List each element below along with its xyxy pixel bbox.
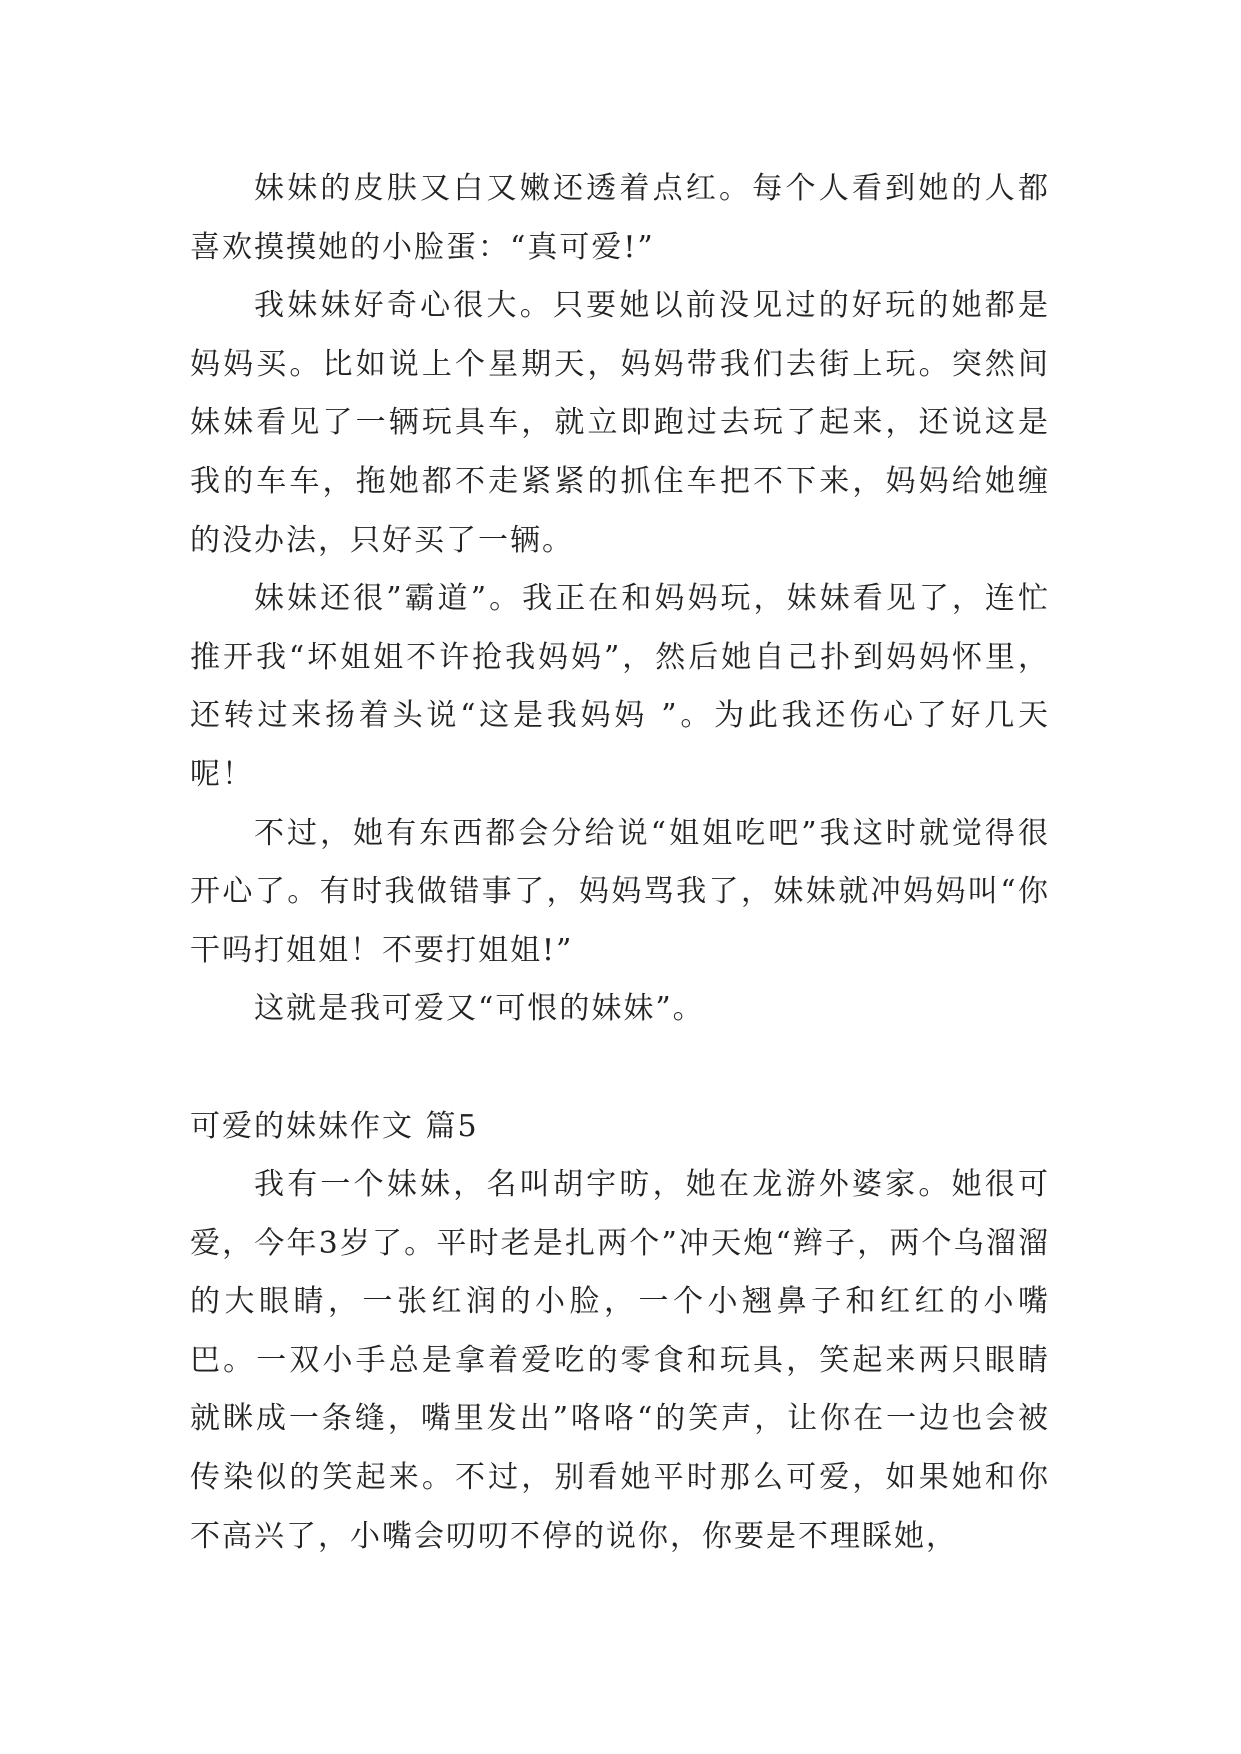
body-text — [190, 160, 1050, 1566]
section-heading: 可爱的妹妹作文 篇5 — [190, 1108, 479, 1144]
paragraph: 妹妹的皮肤又白又嫩还透着点红。每个人看到她的人都喜欢摸摸她的小脸蛋：“真可爱!” — [190, 171, 1050, 265]
blank-line — [190, 1039, 1050, 1098]
paragraph: 妹妹还很”霸道”。我正在和妈妈玩，妹妹看见了，连忙推开我“坏姐姐不许抢我妈妈”，然后她自己扑到妈妈怀里，还转过来扬着头说“这是我妈妈 ”。为此我还伤心了好几天呢！ — [190, 581, 1050, 792]
paragraph: 我有一个妹妹，名叫胡宇昉，她在龙游外婆家。她很可爱，今年3岁了。平时老是扎两个”冲天炮“辫子，两个乌溜溜的大眼睛，一张红润的小脸，一个小翘鼻子和红红的小嘴巴。一双小手总是拿着爱吃的零食和玩具，笑起来两只眼睛就眯成一条缝，嘴里发出”咯咯“的笑声，让你在一边也会被传染似的笑起来。不过，别看她平时那么可爱，如果她和你不高兴了，小嘴会叨叨不停的说你，你要是不理睬她， — [190, 1167, 1050, 1554]
paragraph: 不过，她有东西都会分给说“姐姐吃吧”我这时就觉得很开心了。有时我做错事了，妈妈骂我了，妹妹就冲妈妈叫“你干吗打姐姐！不要打姐姐!” — [190, 815, 1050, 968]
paragraph: 这就是我可爱又“可恨的妹妹”。 — [254, 991, 705, 1027]
paragraph: 我妹妹好奇心很大。只要她以前没见过的好玩的她都是妈妈买。比如说上个星期天，妈妈带我们去街上玩。突然间妹妹看见了一辆玩具车，就立即跑过去玩了起来，还说这是我的车车，拖她都不走紧紧的抓住车把不下来，妈妈给她缠的没办法，只好买了一辆。 — [190, 288, 1050, 558]
